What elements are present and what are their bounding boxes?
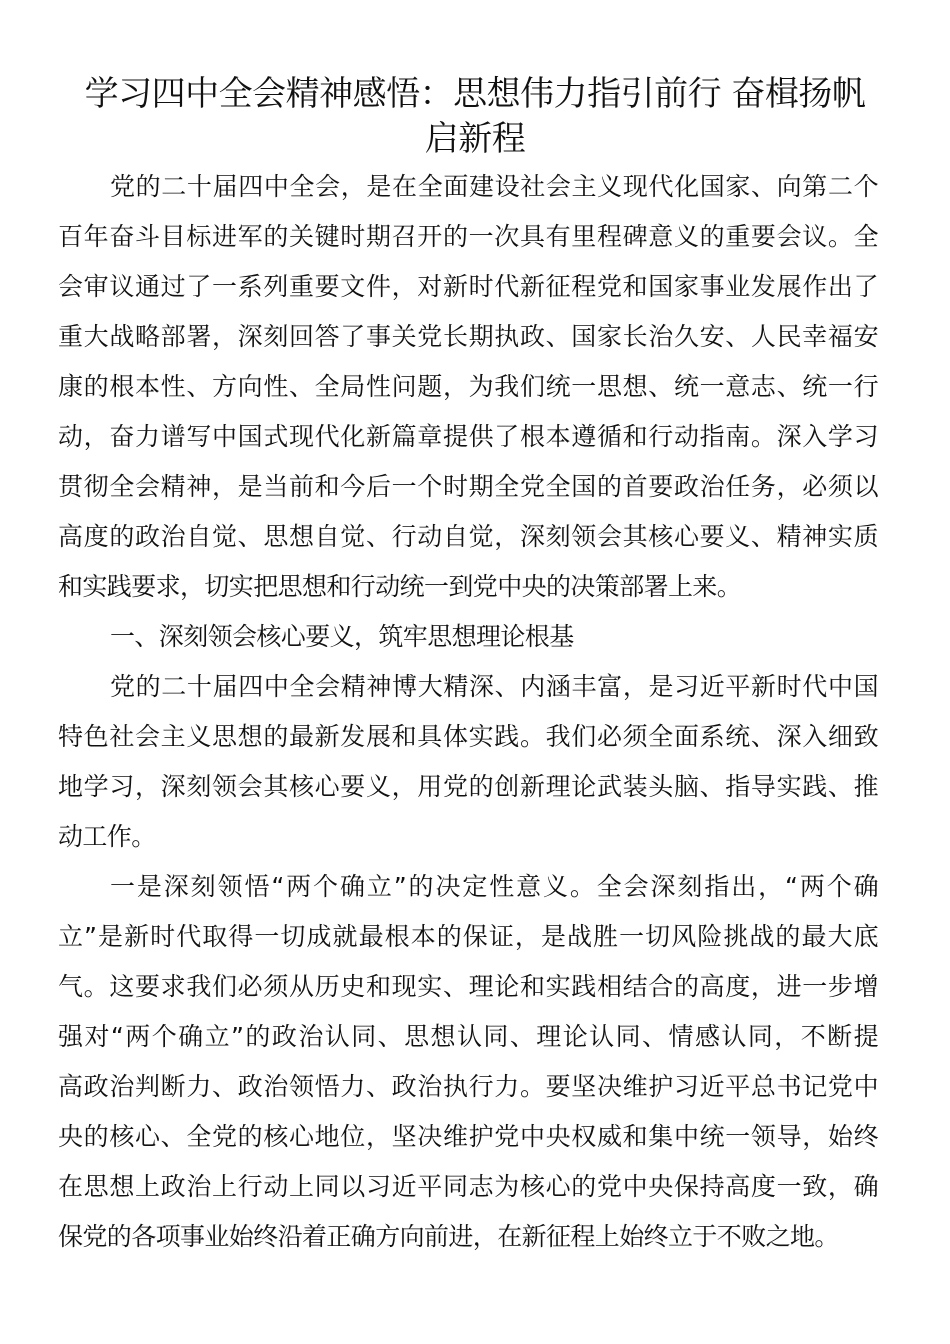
- text-line: 党的二十届四中全会精神博大精深、内涵丰富，是习近平新时代中国: [110, 672, 878, 701]
- text-line: 保党的各项事业始终沿着正确方向前进，在新征程上始终立于不败之地。: [58, 1222, 839, 1251]
- text-line: 高政治判断力、政治领悟力、政治执行力。要坚决维护习近平总书记党中: [58, 1072, 878, 1101]
- title-line-2: 启新程: [424, 119, 526, 159]
- text-line: 高度的政治自觉、思想自觉、行动自觉，深刻领会其核心要义、精神实质: [58, 522, 878, 551]
- text-line: 会审议通过了一系列重要文件，对新时代新征程党和国家事业发展作出了: [58, 272, 878, 301]
- text-line: 和实践要求，切实把思想和行动统一到党中央的决策部署上来。: [58, 572, 742, 601]
- text-line: 百年奋斗目标进军的关键时期召开的一次具有里程碑意义的重要会议。全: [58, 222, 878, 251]
- text-line: 在思想上政治上行动上同以习近平同志为核心的党中央保持高度一致，确: [58, 1172, 878, 1201]
- paragraph-intro: [58, 162, 878, 612]
- text-line: 重大战略部署，深刻回答了事关党长期执政、国家长治久安、人民幸福安: [58, 322, 878, 351]
- document-body: [58, 162, 878, 1262]
- text-line: 立”是新时代取得一切成就最根本的保证，是战胜一切风险挑战的最大底: [58, 922, 878, 951]
- text-line: 强对“两个确立”的政治认同、思想认同、理论认同、情感认同，不断提: [58, 1022, 878, 1051]
- title-line-1: 学习四中全会精神感悟：思想伟力指引前行 奋楫扬帆: [84, 74, 866, 114]
- text-line: 动，奋力谱写中国式现代化新篇章提供了根本遵循和行动指南。深入学习: [58, 422, 878, 451]
- text-line: 贯彻全会精神，是当前和今后一个时期全党全国的首要政治任务，必须以: [58, 472, 878, 501]
- text-line: 特色社会主义思想的最新发展和具体实践。我们必须全面系统、深入细致: [58, 722, 878, 751]
- text-line: 央的核心、全党的核心地位，坚决维护党中央权威和集中统一领导，始终: [58, 1122, 878, 1151]
- text-line: 动工作。: [58, 822, 156, 851]
- document-title: [40, 72, 910, 162]
- text-line: 地学习，深刻领会其核心要义，用党的创新理论武装头脑、指导实践、推: [58, 772, 878, 801]
- heading-text: 一、深刻领会核心要义，筑牢思想理论根基: [110, 622, 574, 651]
- text-line: 党的二十届四中全会，是在全面建设社会主义现代化国家、向第二个: [110, 172, 878, 201]
- paragraph-core-essence: [58, 662, 878, 862]
- text-line: 康的根本性、方向性、全局性问题，为我们统一思想、统一意志、统一行: [58, 372, 878, 401]
- section-heading-1: [58, 612, 878, 662]
- paragraph-two-establishes: [58, 862, 878, 1262]
- text-line: 一是深刻领悟“两个确立”的决定性意义。全会深刻指出，“两个确: [110, 872, 878, 901]
- text-line: 气。这要求我们必须从历史和现实、理论和实践相结合的高度，进一步增: [58, 972, 878, 1001]
